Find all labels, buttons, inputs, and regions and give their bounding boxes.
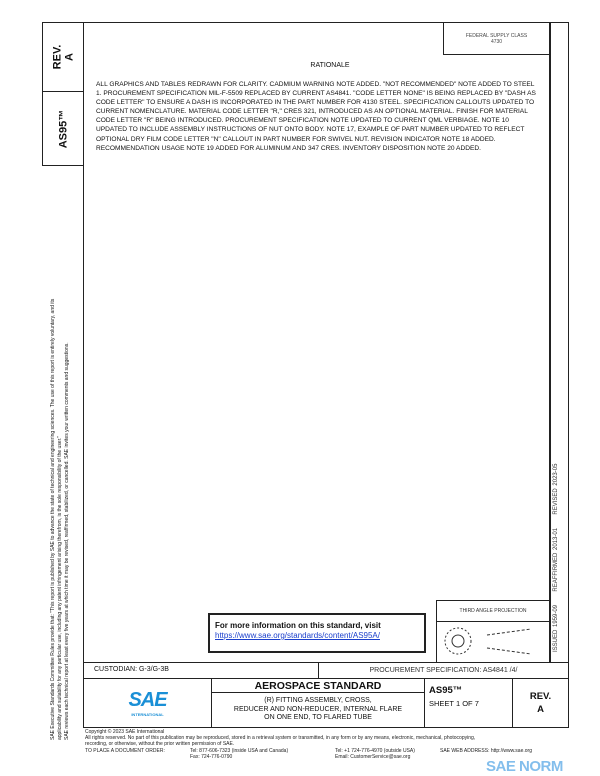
left-notice [50, 299, 71, 740]
sae-logo [83, 678, 212, 728]
notice-line: SAE reviews each technical report at least every five years at which time it may be revised, reaffirmed, stabilized, or cancelled. SAE invites your written comments and suggestions. [64, 342, 70, 740]
projection-label-box: THIRD ANGLE PROJECTION [436, 600, 550, 622]
fsc-label: FEDERAL SUPPLY CLASS [465, 32, 528, 39]
fsc-box [443, 22, 550, 55]
document-title [211, 692, 425, 728]
standard-link[interactable]: https://www.sae.org/standards/content/AS95A/ [215, 631, 380, 640]
third-angle-projection-icon [437, 622, 549, 662]
email[interactable]: Email: CustomerService@sae.org [335, 753, 411, 760]
doc-number-cell [424, 678, 513, 728]
rev-label: REV. [529, 691, 552, 702]
issued-date: ISSUED 1959-09 [553, 604, 559, 652]
rev-value: A [537, 704, 544, 715]
fsc-value: 4730 [490, 38, 503, 45]
doc-number: AS95™ [429, 685, 463, 696]
revised-date: REVISED 2023-05 [553, 463, 559, 515]
notice-line: applicability and suitability for any particular use, including any patent infringement arising therefrom, is the sole responsibility of the user." [57, 435, 63, 740]
order-label: TO PLACE A DOCUMENT ORDER: [85, 747, 165, 754]
sheet-number: SHEET 1 OF 7 [429, 699, 479, 708]
custodian-cell: CUSTODIAN: G-3/G-3B [83, 662, 319, 679]
phone-intl: Tel: +1 724-776-4970 (outside USA) [335, 747, 415, 754]
side-rev-box [42, 22, 84, 92]
rights-text: All rights reserved. No part of this publication may be reproduced, stored in a retrieval system or transmitted, in any form or by any means, electronic, mechanical, photocopying, [85, 735, 476, 742]
side-doc-number: AS95™ [57, 109, 69, 148]
projection-symbol-box [436, 621, 550, 663]
footer [85, 729, 585, 761]
title-line: REDUCER AND NON-REDUCER, INTERNAL FLARE [233, 705, 403, 713]
notice-line: SAE Executive Standards Committee Rules provide that: "This report is published by SAE to advance the state of technical and engineering sciences. The use of this report is entirely voluntary, and its [50, 298, 56, 740]
procurement-cell: PROCUREMENT SPECIFICATION: AS4841 /4/ [318, 662, 569, 679]
info-box [208, 613, 426, 653]
sae-logo-text: SAE [128, 689, 167, 711]
web-address[interactable]: SAE WEB ADDRESS: http://www.sae.org [440, 747, 532, 754]
side-rev-value: A [62, 53, 75, 61]
rationale-text: ALL GRAPHICS AND TABLES REDRAWN FOR CLARITY. CADMIUM WARNING NOTE ADDED. "NOT RECOMMENDED" NOTE ADDED TO STEEL 1. PROCUREMENT SPECIFICATION MIL-F-5509 REPLACED BY CURRENT AS4841. "CODE LETTER NONE" IS BEING REPLACED BY "DASH AS CODE LETTER" TO ENSURE A DASH IS INCORPORATED IN THE PART NUMBER FOR 4130 STEEL. SPECIFICATION CALLOUTS UPDATED TO CURRENT NOMENCLATURE. MATERIAL CODE LETTER "R," CRES 321, INTRODUCED AS AN OPTIONAL MATERIAL. FINISH FOR MATERIAL CODE LETTER "R" BEING INTRODUCED. PROCUREMENT SPECIFICATION NOTE UPDATED TO CURRENT QML VERBIAGE. NOTE 10 UPDATED TO INCLUDE ASSEMBLY INSTRUCTIONS OF NUT ONTO BODY. NOTE 17, EXAMPLE OF PART NUMBER UPDATED TO REFLECT OPTIONAL DRY FILM CODE LETTER "N" CALLOUT IN PART NUMBER FOR SWIVEL NUT. REVISION INDICATOR NOTE 18 ADDED. RECOMMENDATION USAGE NOTE 19 ADDED FOR ALUMINUM AND 347 CRES. INVENTORY DISPOSITION NOTE 20 ADDED. [96, 81, 536, 152]
title-line: ON ONE END, TO FLARED TUBE [264, 714, 372, 722]
fax: Fax: 724-776-0790 [190, 753, 233, 760]
rights-text-2: recording, or otherwise, without the prior written permission of SAE. [85, 741, 235, 748]
side-rev-label: REV. [50, 44, 63, 70]
side-doc-box [42, 91, 84, 166]
sae-norm-watermark: SAE NORM [486, 758, 563, 775]
title-line: (R) FITTING ASSEMBLY, CROSS, [264, 697, 372, 705]
sae-logo-sub: INTERNATIONAL [131, 712, 164, 717]
copyright: Copyright © 2023 SAE International [85, 729, 165, 735]
issue-dates [553, 464, 559, 652]
info-text: For more information on this standard, visit [215, 621, 381, 630]
rev-cell [512, 678, 569, 728]
frame-divider [549, 22, 551, 662]
reaffirmed-date: REAFFIRMED 2013-01 [553, 527, 559, 592]
phone-usa: Tel: 877-606-7323 (inside USA and Canada) [190, 747, 289, 754]
rationale-title: RATIONALE [310, 62, 350, 69]
standard-heading: AEROSPACE STANDARD [211, 678, 425, 693]
